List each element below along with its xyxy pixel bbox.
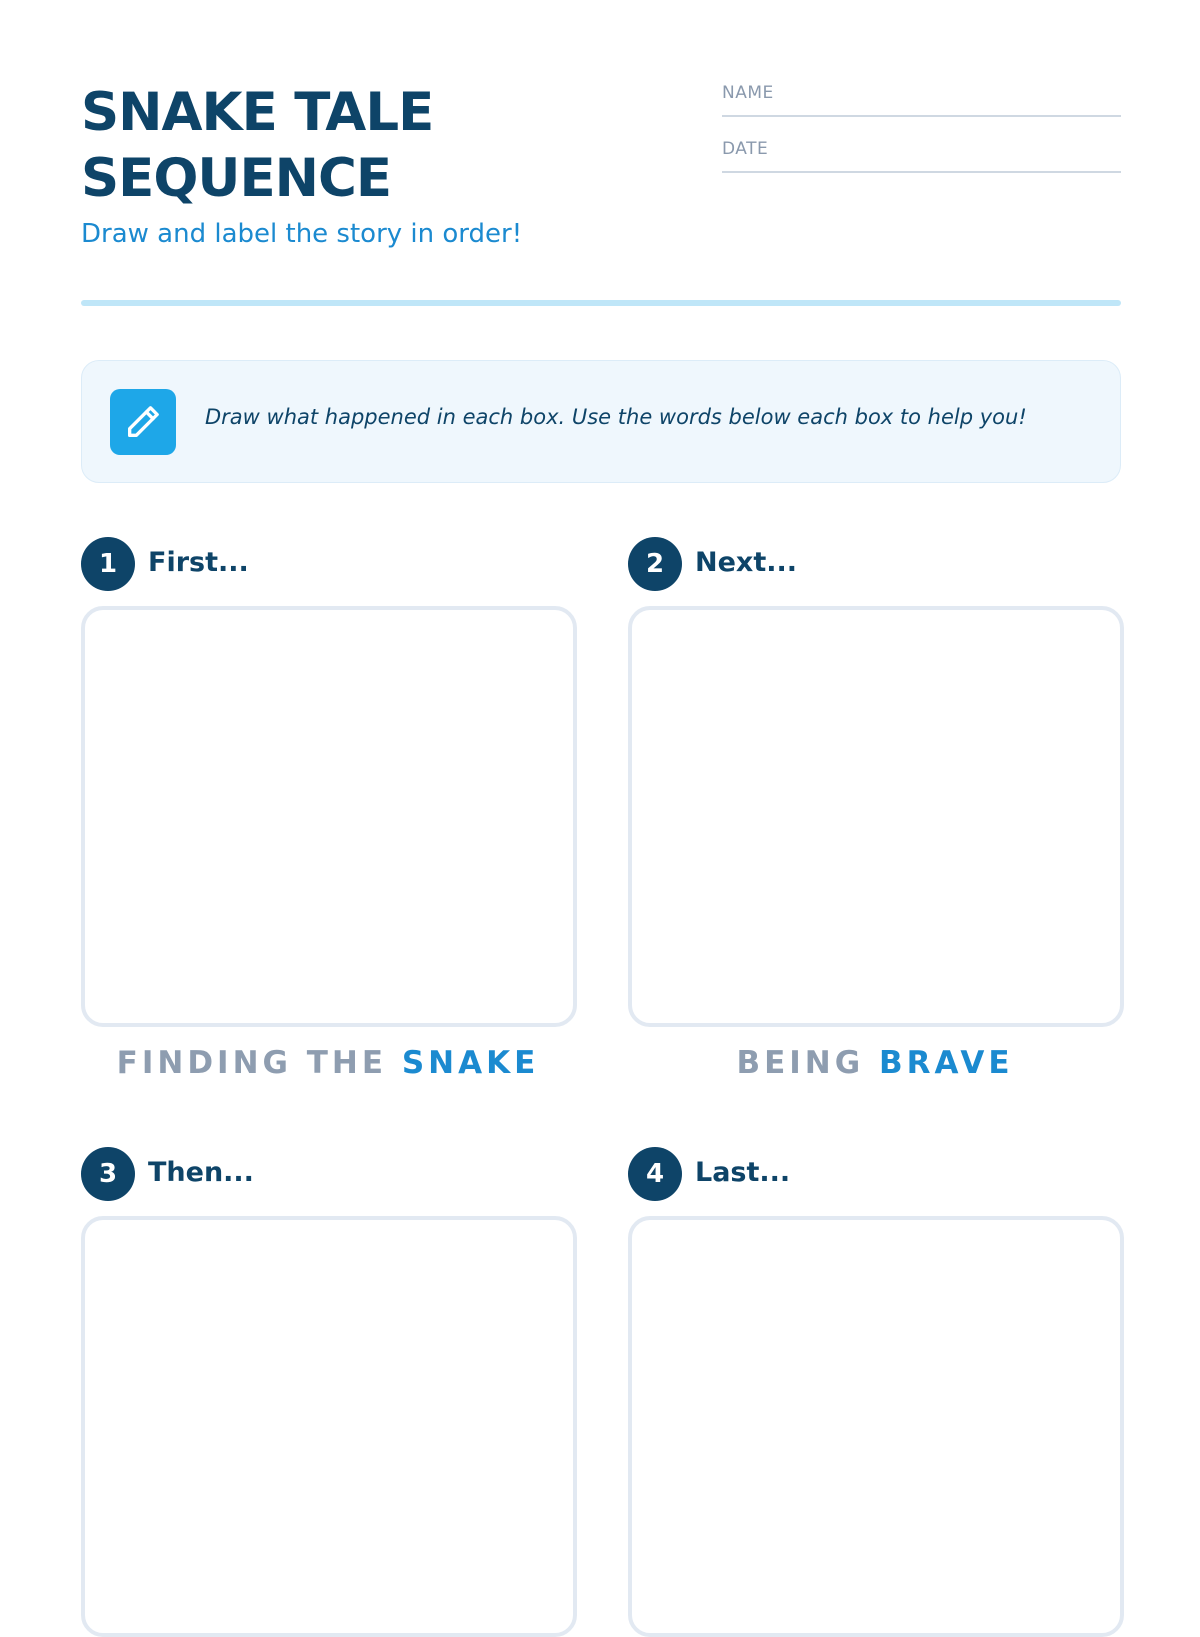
drawing-box[interactable] <box>628 606 1124 1027</box>
caption-keyword: SNAKE <box>401 1045 540 1081</box>
drawing-box[interactable] <box>81 606 577 1027</box>
step-number-badge: 2 <box>628 537 682 591</box>
step-label: Then... <box>148 1157 254 1188</box>
date-field-label: DATE <box>722 139 769 159</box>
caption-keyword: BRAVE <box>878 1045 1014 1081</box>
step-heading <box>628 1147 1122 1201</box>
pencil-icon <box>110 389 176 455</box>
panel-caption <box>81 1045 575 1081</box>
worksheet-header <box>81 80 1121 270</box>
worksheet-page <box>81 0 1121 1600</box>
instruction-callout <box>81 360 1121 483</box>
drawing-box[interactable] <box>81 1216 577 1637</box>
page-title <box>81 80 641 212</box>
step-heading <box>81 537 575 591</box>
header-divider <box>81 300 1121 306</box>
student-info-fields <box>722 80 1121 192</box>
title-line-1: SNAKE TALE <box>81 82 434 143</box>
drawing-box[interactable] <box>628 1216 1124 1637</box>
name-field-label: NAME <box>722 83 774 103</box>
step-label: Last... <box>695 1157 791 1188</box>
step-label: Next... <box>695 547 798 578</box>
step-heading <box>81 1147 575 1201</box>
step-heading <box>628 537 1122 591</box>
caption-words: FINDING THE <box>116 1045 402 1081</box>
date-field[interactable] <box>722 136 1121 173</box>
step-number-badge: 3 <box>81 1147 135 1201</box>
step-number-badge: 1 <box>81 537 135 591</box>
instruction-text: Draw what happened in each box. Use the words below each box to help you! <box>205 405 1027 429</box>
step-label: First... <box>148 547 249 578</box>
panel-caption <box>628 1045 1122 1081</box>
caption-words: BEING <box>736 1045 879 1081</box>
title-line-2: SEQUENCE <box>81 148 392 209</box>
name-field[interactable] <box>722 80 1121 117</box>
page-subtitle: Draw and label the story in order! <box>81 219 523 249</box>
step-number-badge: 4 <box>628 1147 682 1201</box>
